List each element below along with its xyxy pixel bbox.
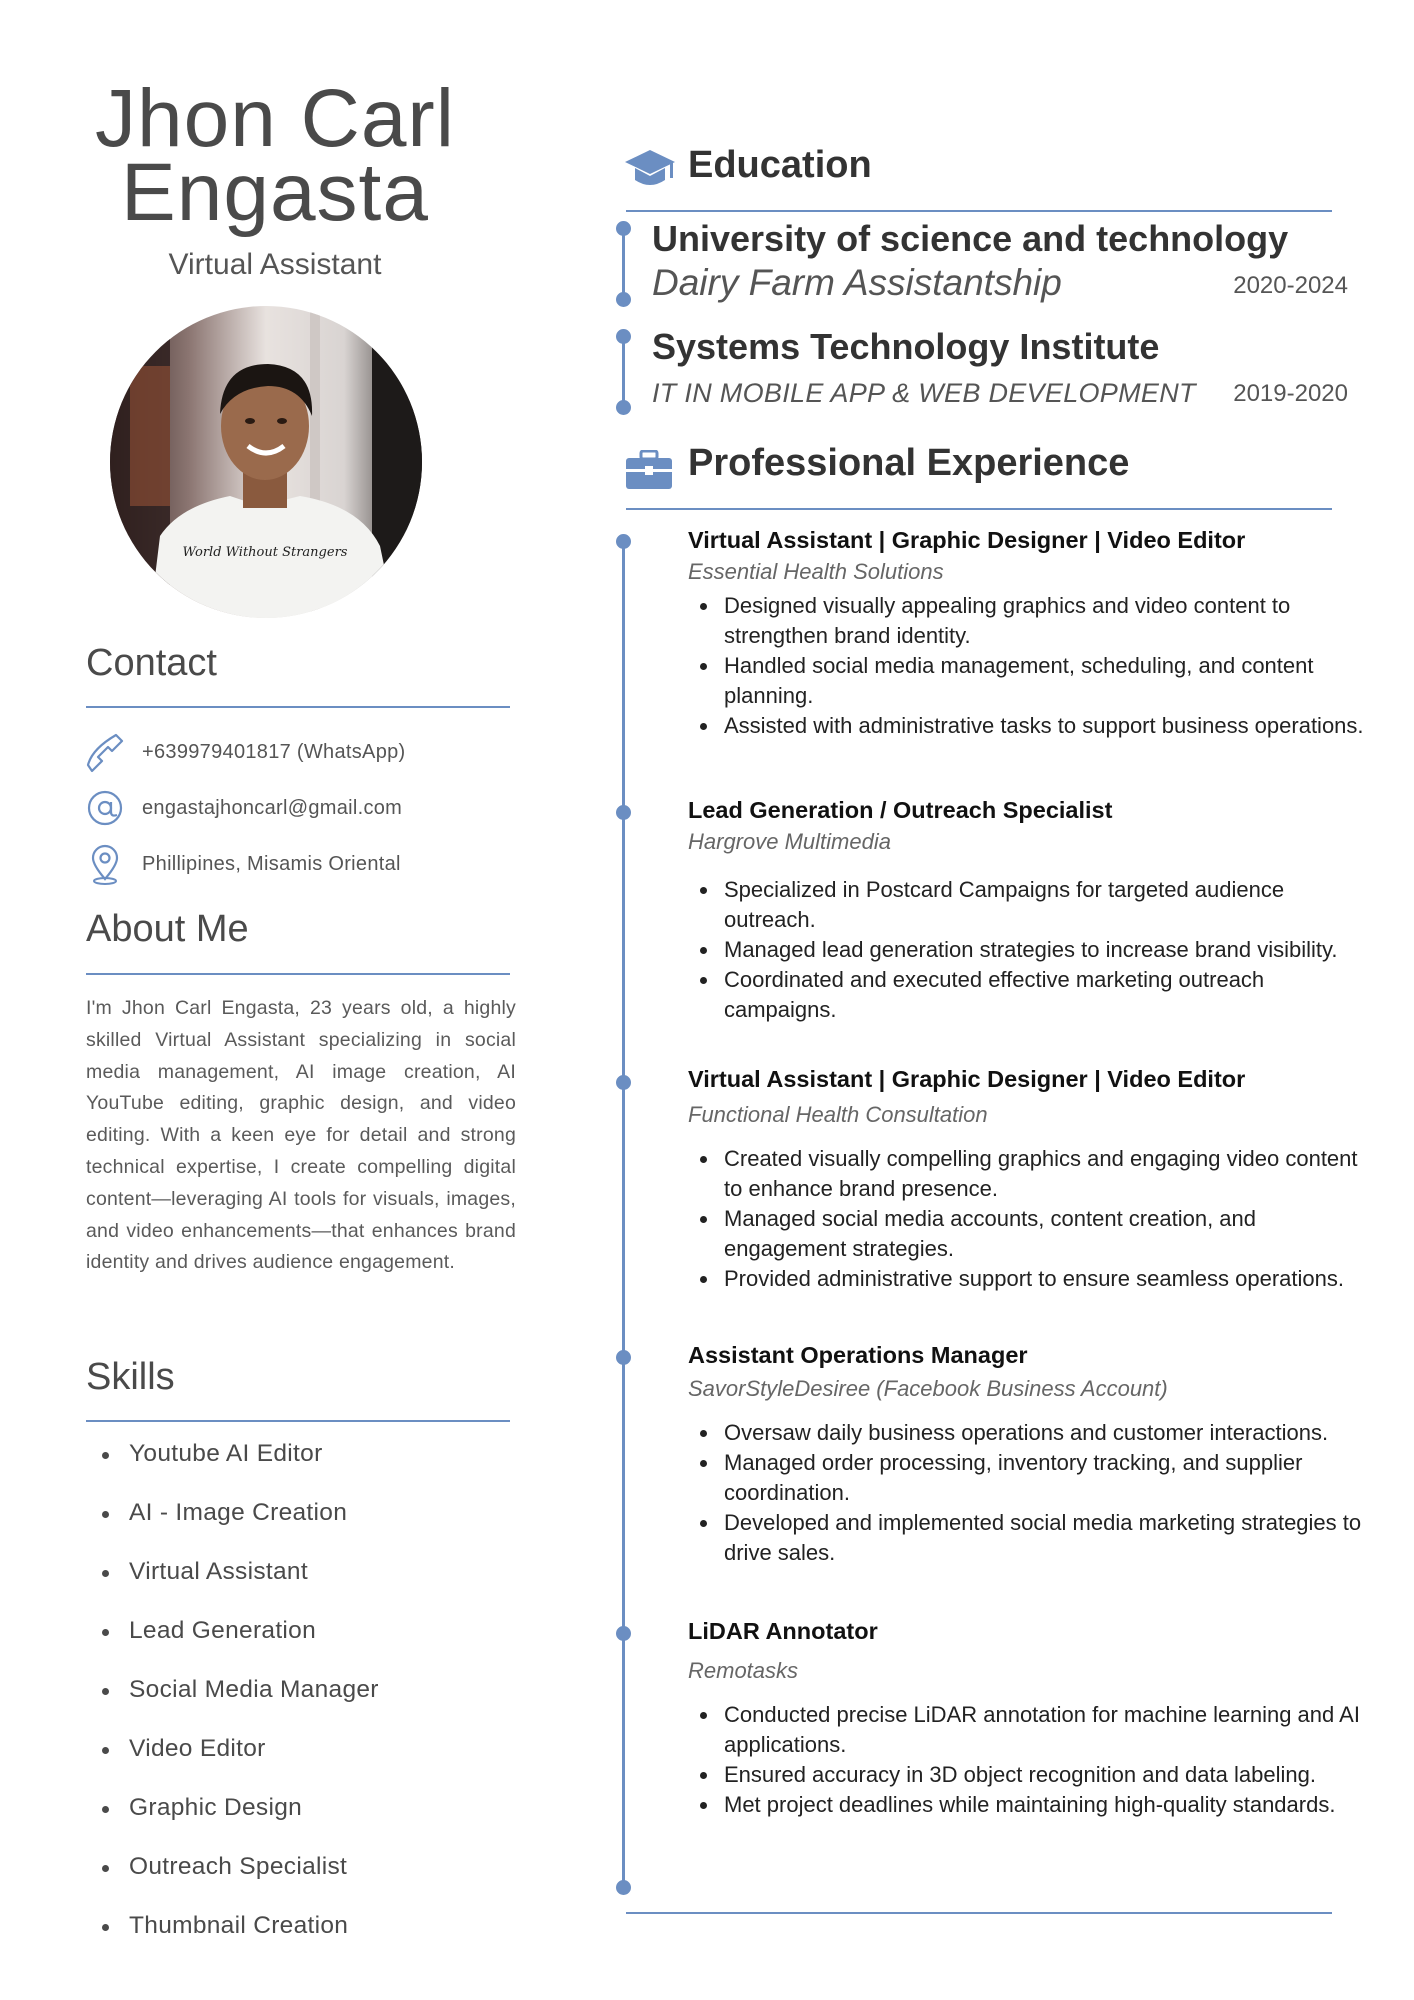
timeline-dot [616, 805, 631, 820]
skill-item: Social Media Manager [100, 1676, 520, 1735]
education-school: Systems Technology Institute [652, 326, 1160, 367]
job-duty: Managed lead generation strategies to increase brand visibility. [688, 935, 1378, 965]
profile-photo [110, 306, 422, 618]
skill-item: Outreach Specialist [100, 1853, 520, 1912]
education-years: 2019-2020 [1233, 380, 1348, 407]
job-title: Assistant Operations Manager [688, 1342, 1028, 1368]
timeline-dot [616, 292, 631, 307]
job-duty: Assisted with administrative tasks to support business operations. [688, 711, 1378, 741]
skills-divider [86, 1420, 510, 1422]
skill-item: AI - Image Creation [100, 1499, 520, 1558]
job-title: Lead Generation / Outreach Specialist [688, 797, 1113, 823]
job-company: Hargrove Multimedia [688, 829, 891, 854]
job-duty: Managed social media accounts, content creation, and engagement strategies. [688, 1204, 1378, 1264]
about-heading: About Me [86, 908, 249, 950]
timeline-dot [616, 1880, 631, 1895]
timeline-dot [616, 1350, 631, 1365]
location-pin-icon [86, 843, 124, 885]
job-duties [688, 1700, 1378, 1820]
contact-divider [86, 706, 510, 708]
education-program: Dairy Farm Assistantship [652, 262, 1062, 303]
job-duty: Conducted precise LiDAR annotation for machine learning and AI applications. [688, 1700, 1378, 1760]
skill-item: Lead Generation [100, 1617, 520, 1676]
job-duty: Handled social media management, scheduling, and content planning. [688, 651, 1378, 711]
resume-name [60, 73, 490, 238]
phone-number: +639979401817 (WhatsApp) [142, 740, 406, 763]
skill-item: Graphic Design [100, 1794, 520, 1853]
job-company: Essential Health Solutions [688, 559, 944, 584]
education-years: 2020-2024 [1233, 272, 1348, 299]
job-company: SavorStyleDesiree (Facebook Business Account) [688, 1376, 1168, 1401]
job-duty: Developed and implemented social media marketing strategies to drive sales. [688, 1508, 1378, 1568]
job-role-title: Virtual Assistant [168, 248, 382, 281]
job-duty: Designed visually appealing graphics and video content to strengthen brand identity. [688, 591, 1378, 651]
about-text: I'm Jhon Carl Engasta, 23 years old, a highly skilled Virtual Assistant specializing in social media management, AI image creation, AI YouTube editing, graphic design, and video editing. With a keen eye for detail and strong technical expertise, I create compelling digital content—leveraging AI tools for visuals, images, and video enhancements—that enhances brand identity and drives audience engagement. [86, 997, 516, 1274]
job-title: Virtual Assistant | Graphic Designer | Video Editor [688, 527, 1246, 553]
job-duty: Ensured accuracy in 3D object recognition and data labeling. [688, 1760, 1378, 1790]
experience-divider [626, 508, 1332, 510]
job-duties [688, 1418, 1378, 1568]
job-title: LiDAR Annotator [688, 1618, 878, 1644]
briefcase-icon [626, 450, 672, 495]
education-school: University of science and technology [652, 218, 1289, 259]
name-line-last: Engasta [121, 147, 429, 238]
location-text: Phillipines, Misamis Oriental [142, 852, 401, 875]
job-duties [688, 1144, 1378, 1294]
job-company: Functional Health Consultation [688, 1102, 988, 1127]
education-program: IT IN MOBILE APP & WEB DEVELOPMENT [652, 378, 1196, 408]
experience-timeline-line [622, 540, 625, 1885]
job-duty: Met project deadlines while maintaining high-quality standards. [688, 1790, 1378, 1820]
contact-heading: Contact [86, 642, 217, 684]
timeline-dot [616, 329, 631, 344]
skill-item: Youtube AI Editor [100, 1440, 520, 1499]
email-address: engastajhoncarl@gmail.com [142, 796, 403, 819]
education-divider [626, 210, 1332, 212]
job-duty: Specialized in Postcard Campaigns for targeted audience outreach. [688, 875, 1378, 935]
job-duty: Coordinated and executed effective marketing outreach campaigns. [688, 965, 1378, 1025]
job-duty: Managed order processing, inventory tracking, and supplier coordination. [688, 1448, 1378, 1508]
job-duty: Provided administrative support to ensure seamless operations. [688, 1264, 1378, 1294]
job-title: Virtual Assistant | Graphic Designer | Video Editor [688, 1066, 1246, 1092]
job-company: Remotasks [688, 1658, 799, 1683]
job-duties [688, 875, 1378, 1025]
profile-photo-graphic [110, 306, 422, 618]
contact-phone[interactable] [86, 730, 516, 774]
shirt-print: World Without Strangers [182, 545, 348, 560]
skills-list [100, 1440, 520, 1971]
education-heading: Education [688, 144, 872, 186]
at-sign-icon [86, 787, 124, 829]
contact-email[interactable] [86, 786, 516, 830]
education-timeline-line [622, 228, 625, 300]
skills-heading: Skills [86, 1356, 175, 1398]
about-divider [86, 973, 510, 975]
job-duty: Created visually compelling graphics and engaging video content to enhance brand presence. [688, 1144, 1378, 1204]
skill-item: Video Editor [100, 1735, 520, 1794]
timeline-dot [616, 400, 631, 415]
skill-item: Virtual Assistant [100, 1558, 520, 1617]
timeline-dot [616, 1626, 631, 1641]
timeline-dot [616, 534, 631, 549]
timeline-dot [616, 221, 631, 236]
experience-heading: Professional Experience [688, 442, 1130, 484]
education-timeline-line [622, 336, 625, 408]
job-duties [688, 591, 1378, 741]
contact-location [86, 842, 516, 886]
phone-icon [86, 731, 124, 773]
name-line-first: Jhon Carl [95, 73, 455, 164]
footer-divider [626, 1912, 1332, 1914]
timeline-dot [616, 1075, 631, 1090]
graduation-cap-icon [624, 148, 676, 195]
job-duty: Oversaw daily business operations and customer interactions. [688, 1418, 1378, 1448]
skill-item: Thumbnail Creation [100, 1912, 520, 1971]
